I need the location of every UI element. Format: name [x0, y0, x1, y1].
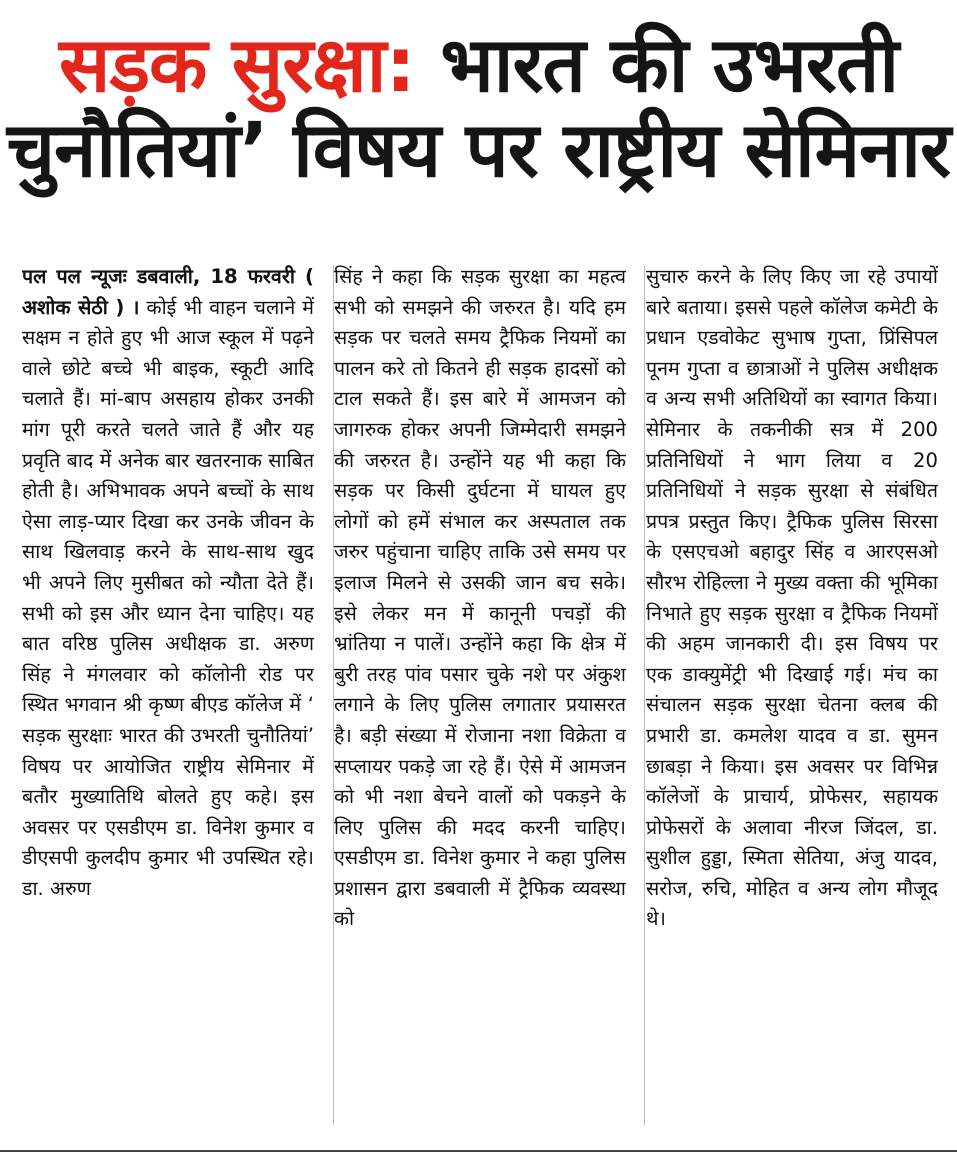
article-column-3 — [646, 262, 938, 1130]
article-text-col3: सुचारु करने के लिए किए जा रहे उपायों बारे बताया। इससे पहले कॉलेज कमेटी के प्रधान एडवोकेट सुभाष गुप्ता, प्रिंसिपल पूनम गुप्ता व छात्राओं ने पुलिस अधीक्षक व अन्य सभी अतिथियों का स्वागत किया। सेमिनार के तकनीकी सत्र में 200 प्रतिनिधियों ने भाग लिया व 20 प्रतिनिधियों ने सड़क सुरक्षा से संबंधित प्रपत्र प्रस्तुत किए। ट्रैफिक पुलिस सिरसा के एसएचओ बहादुर सिंह व आरएसओ सौरभ रोहिल्ला ने मुख्य वक्ता की भूमिका निभाते हुए सड़क सुरक्षा व ट्रैफिक नियमों की अहम जानकारी दी। इस विषय पर एक डाक्युमेंट्री भी दिखाई गई। मंच का संचालन सड़क सुरक्षा चेतना क्लब की प्रभारी डा. कमलेश यादव व डा. सुमन छाबड़ा ने किया। इस अवसर पर विभिन्न कॉलेजों के प्राचार्य, प्रोफेसर, सहायक प्रोफेसरों के अलावा नीरज जिंदल, डा. सुशील हुड्डा, स्मिता सेतिया, अंजु यादव, सरोज, रुचि, मोहित व अन्य लोग मौजूद थे। — [646, 265, 938, 931]
headline-line-2: चुनौतियां’ विषय पर राष्ट्रीय सेमिनार — [6, 105, 951, 195]
article-text-col1: कोई भी वाहन चलाने में सक्षम न होते हुए भी आज स्कूल में पढ़ने वाले छोटे बच्चे भी बाइक, स्कूटी आदि चलाते हैं। मां-बाप असहाय होकर उनकी मांग पूरी करते चलते जाते हैं और यह प्रवृति बाद में अनेक बार खतरनाक साबित होती है। अभिभावक अपने बच्चों के साथ ऐसा लाड़-प्यार दिखा कर उनके जीवन के साथ खिलवाड़ करने के साथ-साथ खुद भी अपने लिए मुसीबत को न्यौता देते हैं। सभी को इस और ध्यान देना चाहिए। यह बात वरिष्ठ पुलिस अधीक्षक डा. अरुण सिंह ने मंगलवार को कॉलोनी रोड पर स्थित भगवान श्री कृष्ण बीएड कॉलेज में ‘ सड़क सुरक्षाः भारत की उभरती चुनौतियां’ विषय पर आयोजित राष्ट्रीय सेमिनार में बतौर मुख्यातिथि बोलते हुए कहे। इस अवसर पर एसडीएम डा. विनेश कुमार व डीएसपी कुलदीप कुमार भी उपस्थित रहे। डा. अरुण — [22, 295, 314, 900]
bottom-rule — [0, 1150, 957, 1152]
article-text-col2: सिंह ने कहा कि सड़क सुरक्षा का महत्व सभी को समझने की जरुरत है। यदि हम सड़क पर चलते समय ट्रैफिक नियमों का पालन करे तो कितने ही सड़क हादसों को टाल सकते हैं। इस बारे में आमजन को जागरुक होकर अपनी जिम्मेदारी समझने की जरुरत है। उन्होंने यह भी कहा कि सड़क पर किसी दुर्घटना में घायल हुए लोगों को हमें संभाल कर अस्पताल तक जरुर पहुंचाना चाहिए ताकि उसे समय पर इलाज मिलने से उसकी जान बच सके। इसे लेकर मन में कानूनी पचड़ों की भ्रांतिया न पालें। उन्होंने कहा कि क्षेत्र में बुरी तरह पांव पसार चुके नशे पर अंकुश लगाने के लिए पुलिस लगातार प्रयासरत है। बड़ी संख्या में रोजाना नशा विक्रेता व सप्लायर पकड़े जा रहे हैं। ऐसे में आमजन को भी नशा बेचने वालों को पकड़ने के लिए पुलिस की मदद करनी चाहिए। एसडीएम डा. विनेश कुमार ने कहा पुलिस प्रशासन द्वारा डबवाली में ट्रैफिक व्यवस्था को — [334, 265, 626, 931]
headline-red-part: सड़क सुरक्षा: — [58, 20, 415, 109]
dateline: पल पल न्यूजः डबवाली, 18 फरवरी ( अशोक सेठी ) । — [22, 265, 314, 319]
headline-black-part: भारत की उभरती — [414, 20, 898, 109]
headline — [0, 20, 957, 195]
article-body — [22, 262, 942, 1130]
article-column-2 — [334, 262, 626, 1130]
article-column-1 — [22, 262, 314, 1130]
headline-line-1 — [0, 22, 957, 107]
